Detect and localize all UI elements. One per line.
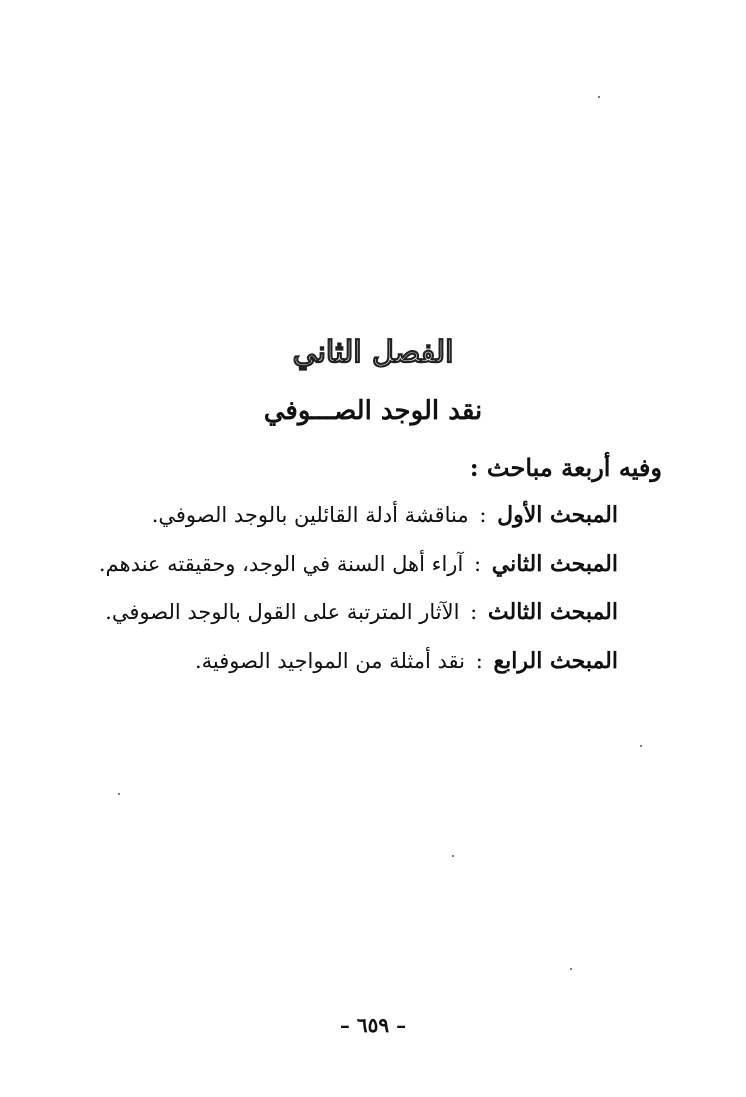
section-item [152,497,618,533]
scan-speck [118,793,120,795]
section-separator: : [475,649,483,673]
section-item [195,643,618,679]
scan-speck [570,968,572,970]
section-separator: : [473,552,482,576]
scan-speck [452,855,454,857]
section-text: آراء أهل السنة في الوجد، وحقيقته عندهم. [98,552,464,576]
chapter-subtitle: نقد الوجد الصـــوفي [263,396,483,426]
section-name: المبحث الثاني [491,551,618,577]
section-separator: : [470,600,478,624]
section-text: مناقشة أدلة القائلين بالوجد الصوفي. [151,503,469,527]
section-item [99,546,618,582]
section-text: الآثار المترتبة على القول بالوجد الصوفي. [105,600,460,624]
section-separator: : [479,503,487,527]
page-number: – ٦٥٩ – [339,1013,407,1037]
scan-speck [598,96,600,98]
scan-speck [640,745,642,747]
section-name: المبحث الرابع [493,648,618,674]
sections-intro: وفيه أربعة مباحث : [469,453,662,482]
section-name: المبحث الأول [497,502,618,528]
section-text: نقد أمثلة من المواجيد الصوفية. [194,649,465,673]
section-name: المبحث الثالث [487,599,618,625]
chapter-title: الفصل الثاني [292,335,454,370]
section-item [105,594,618,630]
